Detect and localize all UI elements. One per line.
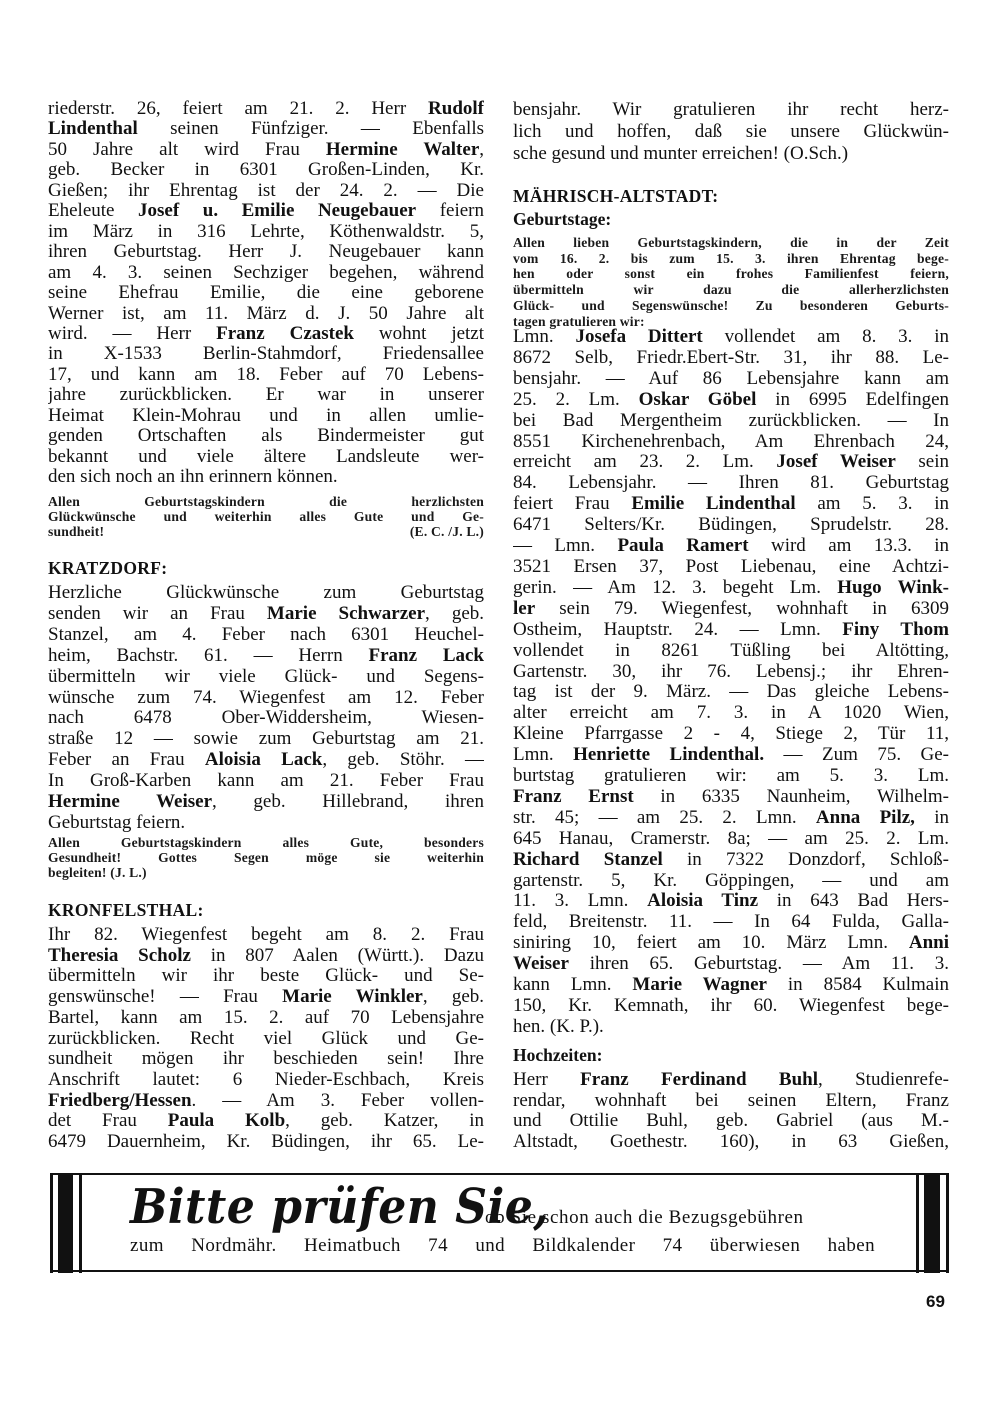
- text-segment: bensjahr. Wir gratulieren ihr recht herz-: [513, 99, 949, 120]
- text-line: [48, 604, 484, 625]
- person-name: Franz Czastek: [216, 323, 354, 344]
- text-segment: erreicht am 23. 2. Lm.: [513, 452, 777, 473]
- text-segment: gerin. — Am 12. 3. begeht Lm.: [513, 577, 838, 598]
- text-segment: Werner ist, am 11. März d. J. 50 Jahre alt: [48, 303, 484, 324]
- text-segment: , geb. Katzer, in: [285, 1111, 484, 1132]
- text-line: [48, 283, 484, 303]
- banner-rule-right-thick: [924, 1173, 940, 1273]
- text-segment: — Zum 75. Ge-: [764, 745, 949, 766]
- text-segment: feiert Frau: [513, 494, 632, 515]
- text-segment: seine Ehefrau Emilie, die eine geborene: [48, 283, 484, 304]
- text-segment: burtstag gratulieren wir: am 5. 3. Lm.: [513, 766, 949, 787]
- text-segment: genden Ortschaften als Bindermeister gut: [48, 426, 484, 447]
- greeting-note: [48, 494, 484, 539]
- text-segment: wird. — Herr: [48, 323, 217, 344]
- text-segment: in: [914, 807, 949, 828]
- text-line: [48, 524, 484, 539]
- text-segment: Gesundheit! Gottes Segen möge sie weiterhin: [48, 850, 484, 865]
- text-segment: übermitteln wir viele Glück- und Segens-: [48, 666, 484, 687]
- text-line: [513, 266, 949, 282]
- person-name: ler: [513, 598, 536, 619]
- section-heading: [513, 185, 949, 207]
- person-name: Lindenthal: [48, 119, 138, 140]
- article-paragraph: [513, 1070, 949, 1153]
- text-segment: feld, Breitenstr. 11. — In 64 Fulda, Galla-: [513, 912, 949, 933]
- text-line: [513, 536, 949, 557]
- text-segment: nach 6478 Ober-Widdersheim, Wiesen-: [48, 708, 484, 729]
- text-line: [513, 641, 949, 662]
- text-segment: riederstr. 26, feiert am 21. 2. Herr: [48, 99, 429, 119]
- text-segment: 8672 Selb, Friedr.Ebert-Str. 31, ihr 88. Le-: [513, 347, 949, 368]
- text-segment: übermitteln wir ihr beste Glück- und Se-: [48, 966, 484, 987]
- text-segment: in 807 Aalen (Württ.). Dazu: [190, 945, 484, 966]
- text-line: [513, 121, 949, 143]
- text-segment: Allen lieben Geburtstagskindern, die in der Zeit: [513, 235, 949, 250]
- text-segment: wünsche zum 74. Wiegenfest am 12. Feber: [48, 687, 484, 708]
- banner-line-2: zum Nordmähr. Heimatbuch 74 und Bildkalender 74 überwiesen haben: [130, 1235, 875, 1256]
- text-segment: det Frau: [48, 1111, 168, 1132]
- text-line: [48, 688, 484, 709]
- text-line: [513, 662, 949, 683]
- text-line: [513, 143, 949, 165]
- text-segment: , geb.: [422, 987, 484, 1008]
- text-line: [48, 447, 484, 467]
- text-line: [513, 620, 949, 641]
- text-line: [48, 946, 484, 967]
- person-name: Theresia Scholz: [48, 945, 191, 966]
- text-segment: vollendet in 8261 Tüßling bei Altötting,: [513, 640, 949, 661]
- text-segment: siniring 10, feiert am 10. März Lmn.: [513, 933, 909, 954]
- text-line: [513, 912, 949, 933]
- text-segment: geb. Becker in 6301 Großen-Linden, Kr.: [48, 160, 484, 181]
- person-name: Weiser: [513, 954, 569, 975]
- text-line: [513, 557, 949, 578]
- text-line: [48, 509, 484, 524]
- text-line: [513, 432, 949, 453]
- text-line: [48, 467, 484, 487]
- text-line: [48, 925, 484, 946]
- text-segment: , geb. Stöhr. —: [322, 750, 484, 771]
- text-line: [48, 835, 484, 850]
- text-segment: , geb.: [425, 603, 484, 624]
- text-segment: Anschrift lautet: 6 Nieder-Eschbach, Kreis: [48, 1069, 484, 1090]
- text-line: [513, 99, 949, 121]
- text-segment: am 5. 3. in: [795, 494, 949, 515]
- text-line: [513, 787, 949, 808]
- text-line: [513, 1111, 949, 1132]
- article-paragraph: [513, 327, 949, 1038]
- text-segment: Stanzel, am 4. Feber nach 6301 Heuchel-: [48, 624, 484, 645]
- banner-title: Bitte prüfen Sie,: [130, 1179, 550, 1235]
- text-segment: ihren 65. Geburtstag. — Am 11. 3.: [568, 954, 949, 975]
- text-segment: Feber an Frau: [48, 750, 205, 771]
- text-line: [513, 185, 949, 207]
- text-segment: Hochzeiten:: [513, 1045, 603, 1065]
- text-segment: in X-1533 Berlin-Stahmdorf, Friedensallee: [48, 344, 484, 365]
- person-name: Franz Ferdinand Buhl: [580, 1070, 818, 1090]
- text-line: [513, 724, 949, 745]
- text-line: [48, 557, 484, 579]
- text-segment: vom 16. 2. bis zum 15. 3. ihren Ehrentag bege-: [513, 250, 949, 266]
- text-line: [513, 745, 949, 766]
- person-name: Franz Lack: [368, 645, 484, 666]
- text-segment: Eheleute: [48, 201, 139, 222]
- text-segment: in 643 Bad Hers-: [758, 891, 949, 912]
- text-segment: rendar, wohnhaft bei seinen Eltern, Franz: [513, 1090, 949, 1111]
- text-line: [48, 583, 484, 604]
- page-number: 69: [926, 1292, 945, 1311]
- person-name: Paula Kolb: [167, 1111, 286, 1132]
- text-segment: wird am 13.3. in: [748, 536, 949, 557]
- text-segment: Herr: [513, 1070, 581, 1090]
- text-line: [513, 348, 949, 369]
- text-segment: 50 Jahre alt wird Frau: [48, 139, 326, 160]
- text-segment: genswünsche! — Frau: [48, 987, 283, 1008]
- text-segment: , geb. Hillebrand, ihren: [212, 792, 484, 813]
- text-line: [513, 996, 949, 1017]
- person-name: Rudolf: [428, 99, 484, 119]
- banner-rule-left-inner: [79, 1173, 82, 1273]
- text-segment: zurückblicken. Recht viel Glück und Ge-: [48, 1028, 484, 1049]
- text-segment: Geburtstag feiern.: [48, 812, 186, 833]
- person-name: Franz Ernst: [513, 786, 634, 807]
- person-name: Oskar Göbel: [638, 389, 757, 410]
- text-line: [513, 1070, 949, 1091]
- text-line: [48, 987, 484, 1008]
- person-name: Richard Stanzel: [513, 849, 663, 870]
- article-paragraph: [48, 925, 484, 1153]
- article-paragraph: [48, 99, 484, 488]
- person-name: Anni: [908, 933, 949, 954]
- greeting-note: [48, 835, 484, 880]
- text-segment: Kleine Pfarrgasse 2 - 4, Stiege 2, Tür 11,: [513, 724, 949, 745]
- text-segment: Geburtstage:: [513, 209, 612, 229]
- text-line: [48, 1132, 484, 1153]
- person-name: Marie Wagner: [632, 975, 767, 996]
- text-segment: KRATZDORF:: [48, 558, 168, 578]
- text-segment: im März in 316 Lehrte, Köthenwaldstr. 5,: [48, 221, 484, 242]
- text-segment: heim, Bachstr. 61. — Herrn: [48, 645, 369, 666]
- text-segment: Gartenstr. 30, ihr 76. Lebensj.; ihr Ehren-: [513, 661, 949, 682]
- banner-rule-right-inner: [916, 1173, 919, 1273]
- greeting-note: [513, 235, 949, 329]
- person-name: Finy Thom: [842, 619, 949, 640]
- reminder-banner: [50, 1173, 949, 1272]
- person-name: Hermine Weiser: [48, 792, 212, 813]
- text-segment: Ihr 82. Wiegenfest begeht am 8. 2. Frau: [48, 925, 484, 945]
- text-line: [48, 263, 484, 283]
- text-line: [48, 304, 484, 324]
- text-line: [513, 1132, 949, 1153]
- text-line: [513, 578, 949, 599]
- text-line: [513, 452, 949, 473]
- person-name: Henriette Lindenthal.: [573, 745, 765, 766]
- text-segment: . — Am 3. Feber vollen-: [191, 1090, 484, 1111]
- text-line: [513, 808, 949, 829]
- text-segment: am 4. 3. seinen Sechziger begehen, während: [48, 262, 484, 283]
- subsection-heading: [513, 1044, 949, 1066]
- person-name: Marie Winkler: [282, 987, 423, 1008]
- text-line: [48, 385, 484, 405]
- author-initials: (E. C. /J. L.): [409, 524, 484, 539]
- text-line: [48, 365, 484, 385]
- text-segment: tag ist der 9. März. — Das gleiche Lebens-: [513, 682, 949, 703]
- text-segment: den sich noch an ihn erinnern können.: [48, 467, 338, 488]
- text-segment: Allen Geburtstagskindern die herzlichsten: [48, 494, 484, 509]
- text-segment: 17, und kann am 18. Feber auf 70 Lebens-: [48, 364, 484, 385]
- text-segment: Lmn.: [513, 745, 574, 766]
- text-segment: 6479 Dauernheim, Kr. Büdingen, ihr 65. Le-: [48, 1132, 484, 1153]
- text-segment: 25. 2. Lm.: [513, 389, 639, 410]
- text-segment: ,: [479, 139, 484, 160]
- text-line: [48, 242, 484, 262]
- text-segment: 11. 3. Lmn.: [513, 891, 648, 912]
- text-line: [48, 1091, 484, 1112]
- text-segment: begleiten! (J. L.): [48, 865, 147, 880]
- text-line: [513, 954, 949, 975]
- person-name: Aloisia Lack: [204, 750, 323, 771]
- text-line: [513, 1044, 949, 1066]
- text-line: [513, 682, 949, 703]
- banner-line-1: ob Sie schon auch die Bezugsgebühren: [485, 1207, 804, 1228]
- person-name: Josefa Dittert: [575, 327, 703, 347]
- text-segment: — Lmn.: [513, 536, 618, 557]
- text-segment: senden wir an Frau: [48, 603, 267, 624]
- text-segment: hen oder sonst ein frohes Familienfest feiern,: [513, 266, 949, 282]
- text-segment: sundheit mögen ihr beschieden sein! Ihre: [48, 1049, 484, 1070]
- text-line: [48, 140, 484, 160]
- text-line: [513, 891, 949, 912]
- text-segment: in 8584 Kulmain: [766, 975, 949, 996]
- text-line: [513, 766, 949, 787]
- person-name: Paula Ramert: [617, 536, 749, 557]
- text-segment: 84. Lebensjahr. — Ihren 81. Geburtstag: [513, 473, 949, 494]
- text-line: [48, 625, 484, 646]
- banner-rule-left-thick: [58, 1173, 73, 1273]
- person-name: Josef u. Emilie Neugebauer: [138, 201, 417, 222]
- text-line: [513, 703, 949, 724]
- article-paragraph: [513, 99, 949, 165]
- text-line: [48, 201, 484, 221]
- text-segment: straße 12 — sowie zum Geburtstag am 21.: [48, 729, 484, 750]
- text-line: [513, 975, 949, 996]
- text-line: [513, 282, 949, 298]
- text-segment: sundheit!: [48, 524, 105, 539]
- text-line: [48, 966, 484, 987]
- banner-rule-left-thin: [50, 1173, 53, 1273]
- text-line: [48, 1029, 484, 1050]
- text-segment: jahre zurückblicken. Er war in unserer: [48, 385, 484, 406]
- text-line: [513, 1017, 949, 1038]
- text-line: [48, 813, 484, 834]
- person-name: Marie Schwarzer: [266, 603, 426, 624]
- text-segment: bensjahr. — Auf 86 Lebensjahre kann am: [513, 368, 949, 389]
- text-line: [48, 494, 484, 509]
- text-segment: KRONFELSTHAL:: [48, 900, 204, 920]
- text-line: [48, 406, 484, 426]
- text-line: [48, 160, 484, 180]
- text-segment: sche gesund und munter erreichen! (O.Sch.): [513, 143, 849, 164]
- text-segment: vollendet am 8. 3. in: [702, 327, 949, 347]
- text-segment: lich und hoffen, daß sie unsere Glückwün-: [513, 121, 949, 142]
- text-segment: tagen gratulieren wir:: [513, 313, 645, 329]
- text-segment: und Ottilie Buhl, geb. Gabriel (aus M.-: [513, 1111, 949, 1132]
- text-segment: wohnt jetzt: [353, 323, 484, 344]
- text-line: [48, 119, 484, 139]
- text-segment: 645 Hanau, Cramerstr. 8a; — am 25. 2. Lm.: [513, 828, 949, 849]
- text-segment: seinen Fünfziger. — Ebenfalls: [137, 119, 484, 140]
- text-segment: bei Bad Mergentheim zurückblicken. — In: [513, 410, 949, 431]
- person-name: Emilie Lindenthal: [631, 494, 796, 515]
- text-segment: übermitteln wir dazu die allerherzlichsten: [513, 282, 949, 298]
- text-line: [513, 515, 949, 536]
- text-line: [513, 829, 949, 850]
- text-segment: Altstadt, Goethestr. 160), in 63 Gießen,: [513, 1132, 949, 1153]
- text-line: [513, 1091, 949, 1112]
- text-line: [48, 1111, 484, 1132]
- person-name: Aloisia Tinz: [647, 891, 759, 912]
- text-line: [48, 850, 484, 865]
- text-line: [513, 298, 949, 314]
- text-line: [48, 865, 484, 880]
- person-name: Josef Weiser: [776, 452, 896, 473]
- text-segment: in 6995 Edelfingen: [756, 389, 949, 410]
- text-segment: Gießen; ihr Ehrentag ist der 24. 2. — Die: [48, 180, 484, 201]
- text-line: [513, 850, 949, 871]
- text-segment: Bartel, kann am 15. 2. auf 70 Lebensjahre: [48, 1007, 484, 1028]
- text-line: [513, 327, 949, 348]
- text-segment: Herzliche Glückwünsche zum Geburtstag: [48, 583, 484, 603]
- text-line: [513, 235, 949, 251]
- text-segment: Allen Geburtstagskindern alles Gute, besonders: [48, 835, 484, 850]
- person-name: Friedberg/Hessen: [48, 1090, 192, 1111]
- text-line: [48, 1049, 484, 1070]
- text-segment: feiern: [416, 201, 484, 222]
- text-segment: sein: [895, 452, 949, 473]
- text-line: [48, 426, 484, 446]
- section-heading: [48, 899, 484, 921]
- person-name: Anna Pilz,: [815, 807, 915, 828]
- text-segment: Glück- und Segenswünsche! Zu besonderen Geburts-: [513, 297, 949, 313]
- text-segment: In Groß-Karben kann am 21. Feber Frau: [48, 771, 484, 792]
- text-line: [513, 208, 949, 230]
- text-line: [48, 1070, 484, 1091]
- text-line: [48, 646, 484, 667]
- text-line: [48, 181, 484, 201]
- text-segment: 150, Kr. Kemnath, ihr 60. Wiegenfest bege-: [513, 996, 949, 1016]
- text-line: [48, 99, 484, 119]
- person-name: Hugo Wink-: [837, 577, 949, 598]
- text-segment: gartenstr. 5, Kr. Göppingen, — und am: [513, 870, 949, 891]
- banner-rule-right-thin: [946, 1173, 949, 1273]
- text-line: [48, 771, 484, 792]
- text-segment: Heimat Klein-Mohrau und in allen umlie-: [48, 405, 484, 426]
- text-line: [48, 324, 484, 344]
- text-segment: Glückwünsche und weiterhin alles Gute und Ge-: [48, 509, 484, 524]
- article-paragraph: [48, 583, 484, 834]
- text-line: [513, 599, 949, 620]
- text-line: [513, 933, 949, 954]
- text-segment: MÄHRISCH-ALTSTADT:: [513, 186, 719, 206]
- text-line: [48, 222, 484, 242]
- text-segment: alter erreicht am 7. 3. in A 1020 Wien,: [513, 703, 949, 724]
- text-line: [48, 1008, 484, 1029]
- text-segment: 8551 Kirchenehrenbach, Am Ehrenbach 24,: [513, 431, 949, 452]
- text-segment: str. 45; — am 25. 2. Lmn.: [513, 807, 816, 828]
- text-line: [48, 708, 484, 729]
- text-line: [513, 494, 949, 515]
- text-segment: in 7322 Donzdorf, Schloß-: [662, 849, 949, 870]
- section-heading: [48, 557, 484, 579]
- text-segment: ihren Geburtstag. Herr J. Neugebauer kann: [48, 242, 484, 263]
- text-line: [48, 750, 484, 771]
- text-line: [48, 667, 484, 688]
- text-segment: Ostheim, Hauptstr. 24. — Lmn.: [513, 619, 843, 640]
- text-line: [48, 792, 484, 813]
- text-segment: in 6335 Naunheim, Wilhelm-: [633, 786, 949, 807]
- text-segment: , Studienrefe-: [818, 1070, 949, 1090]
- text-segment: 6471 Selters/Kr. Büdingen, Sprudelstr. 28.: [513, 515, 949, 536]
- text-line: [48, 344, 484, 364]
- text-line: [513, 390, 949, 411]
- text-line: [48, 729, 484, 750]
- text-line: [513, 369, 949, 390]
- text-segment: hen. (K. P.).: [513, 1016, 604, 1037]
- text-line: [513, 411, 949, 432]
- text-segment: bekannt und viele ältere Landsleute wer-: [48, 446, 484, 467]
- text-segment: Lmn.: [513, 327, 576, 347]
- text-line: [513, 871, 949, 892]
- text-line: [513, 251, 949, 267]
- text-line: [48, 899, 484, 921]
- subsection-heading: [513, 208, 949, 230]
- text-segment: sein 79. Wiegenfest, wohnhaft in 6309: [535, 598, 949, 619]
- person-name: Hermine Walter: [325, 139, 480, 160]
- text-line: [513, 473, 949, 494]
- text-segment: 3521 Ersen 37, Post Liebenau, eine Achtzi-: [513, 556, 949, 577]
- text-segment: kann Lmn.: [513, 975, 633, 996]
